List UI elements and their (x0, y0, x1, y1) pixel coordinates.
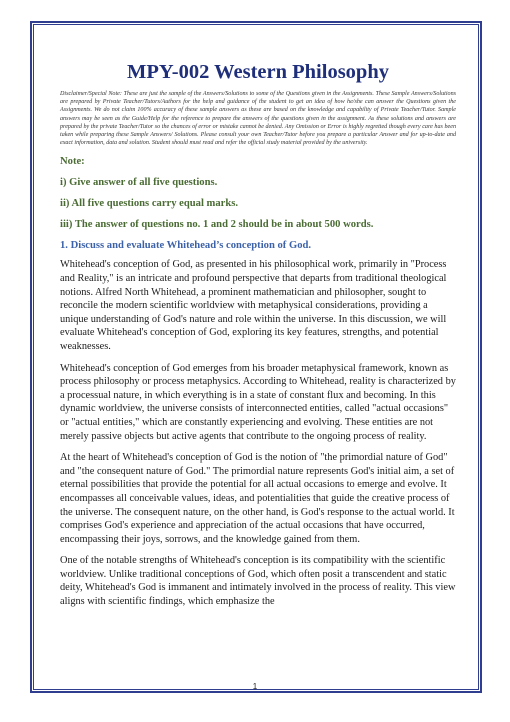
note-item-3: iii) The answer of questions no. 1 and 2 should be in about 500 words. (60, 219, 374, 231)
note-item-2: ii) All five questions carry equal marks. (60, 198, 239, 210)
disclaimer-text: Disclaimer/Special Note: These are just the sample of the Answers/Solutions to some of the Questions given in the Assignments. These Sample Answers/Solutions are prepared by Private Teacher/Tutors/Authors for the help and guidance of the student to get an idea of how he/she can answer the Questions given the Assignments. We do not claim 100% accuracy of these sample answers as these are based on the knowledge and capability of Private Teacher/Tutor. Sample answers may be seen as the Guide/Help for the reference to prepare the answers of the questions given in the assignment. As these solutions and answers are prepared by the private Teacher/Tutor so the chances of error or mistake cannot be denied. Any Omission or Error is highly regretted though every care has been taken while preparing these Sample Answers/ Solutions. Please consult your own Teacher/Tutor before you prepare a particular Answer and for up-to-date and exact information, data and solution. Student should must read and refer the official study material provided by the university. (60, 91, 456, 147)
page-number: 1 (252, 682, 258, 691)
page-content (60, 60, 456, 617)
paragraph-3: At the heart of Whitehead's conception of God is the notion of "the primordial nature of God" and "the consequent nature of God." The primordial nature represents God's initial aim, a set of eternal possibilities that provide the potential for all actual occasions to emerge and evolve. It encompasses all conceivable values, ideas, and potentialities that guide the creative process of the universe. The consequent nature, on the other hand, is God's response to the actual world. It comprises God's experience and appreciation of the actual occasions that have occurred, encompassing their joys, sorrows, and the knowledge gained from them. (60, 452, 455, 545)
paragraph-4: One of the notable strengths of Whitehead's conception is its compatibility with the scientific worldview. Unlike traditional conceptions of God, which often posit a transcendent and static deity, Whitehead's God is immanent and intimately involved in the process of reality. This view aligns with scientific findings, which emphasize the (60, 555, 456, 608)
question-heading: 1. Discuss and evaluate Whitehead’s conception of God. (60, 240, 312, 252)
note-heading: Note: (60, 156, 85, 168)
paragraph-1: Whitehead's conception of God, as presented in his philosophical work, primarily in "Process and Reality," is an intricate and profound perspective that departs from traditional theological notions. Alfred North Whitehead, a prominent mathematician and philosopher, sought to reconcile the modern scientific worldview with metaphysical considerations, providing a unique understanding of God's nature and role within the universe. In this discussion, we will evaluate Whitehead's conception of God, exploring its key features, strengths, and potential weaknesses. (60, 259, 447, 352)
document-title: MPY-002 Western Philosophy (127, 61, 389, 83)
paragraph-2: Whitehead's conception of God emerges from his broader metaphysical framework, known as process philosophy or process metaphysics. According to Whitehead, reality is characterized by a processual nature, in which everything is in a state of constant flux and becoming. In this dynamic worldview, the universe consists of interconnected entities, called "actual occasions" or "actual entities," which are constantly experiencing and evolving. These entities are not merely passive objects but active agents that contribute to the ongoing process of reality. (60, 362, 456, 442)
note-item-1: i) Give answer of all five questions. (60, 177, 218, 189)
